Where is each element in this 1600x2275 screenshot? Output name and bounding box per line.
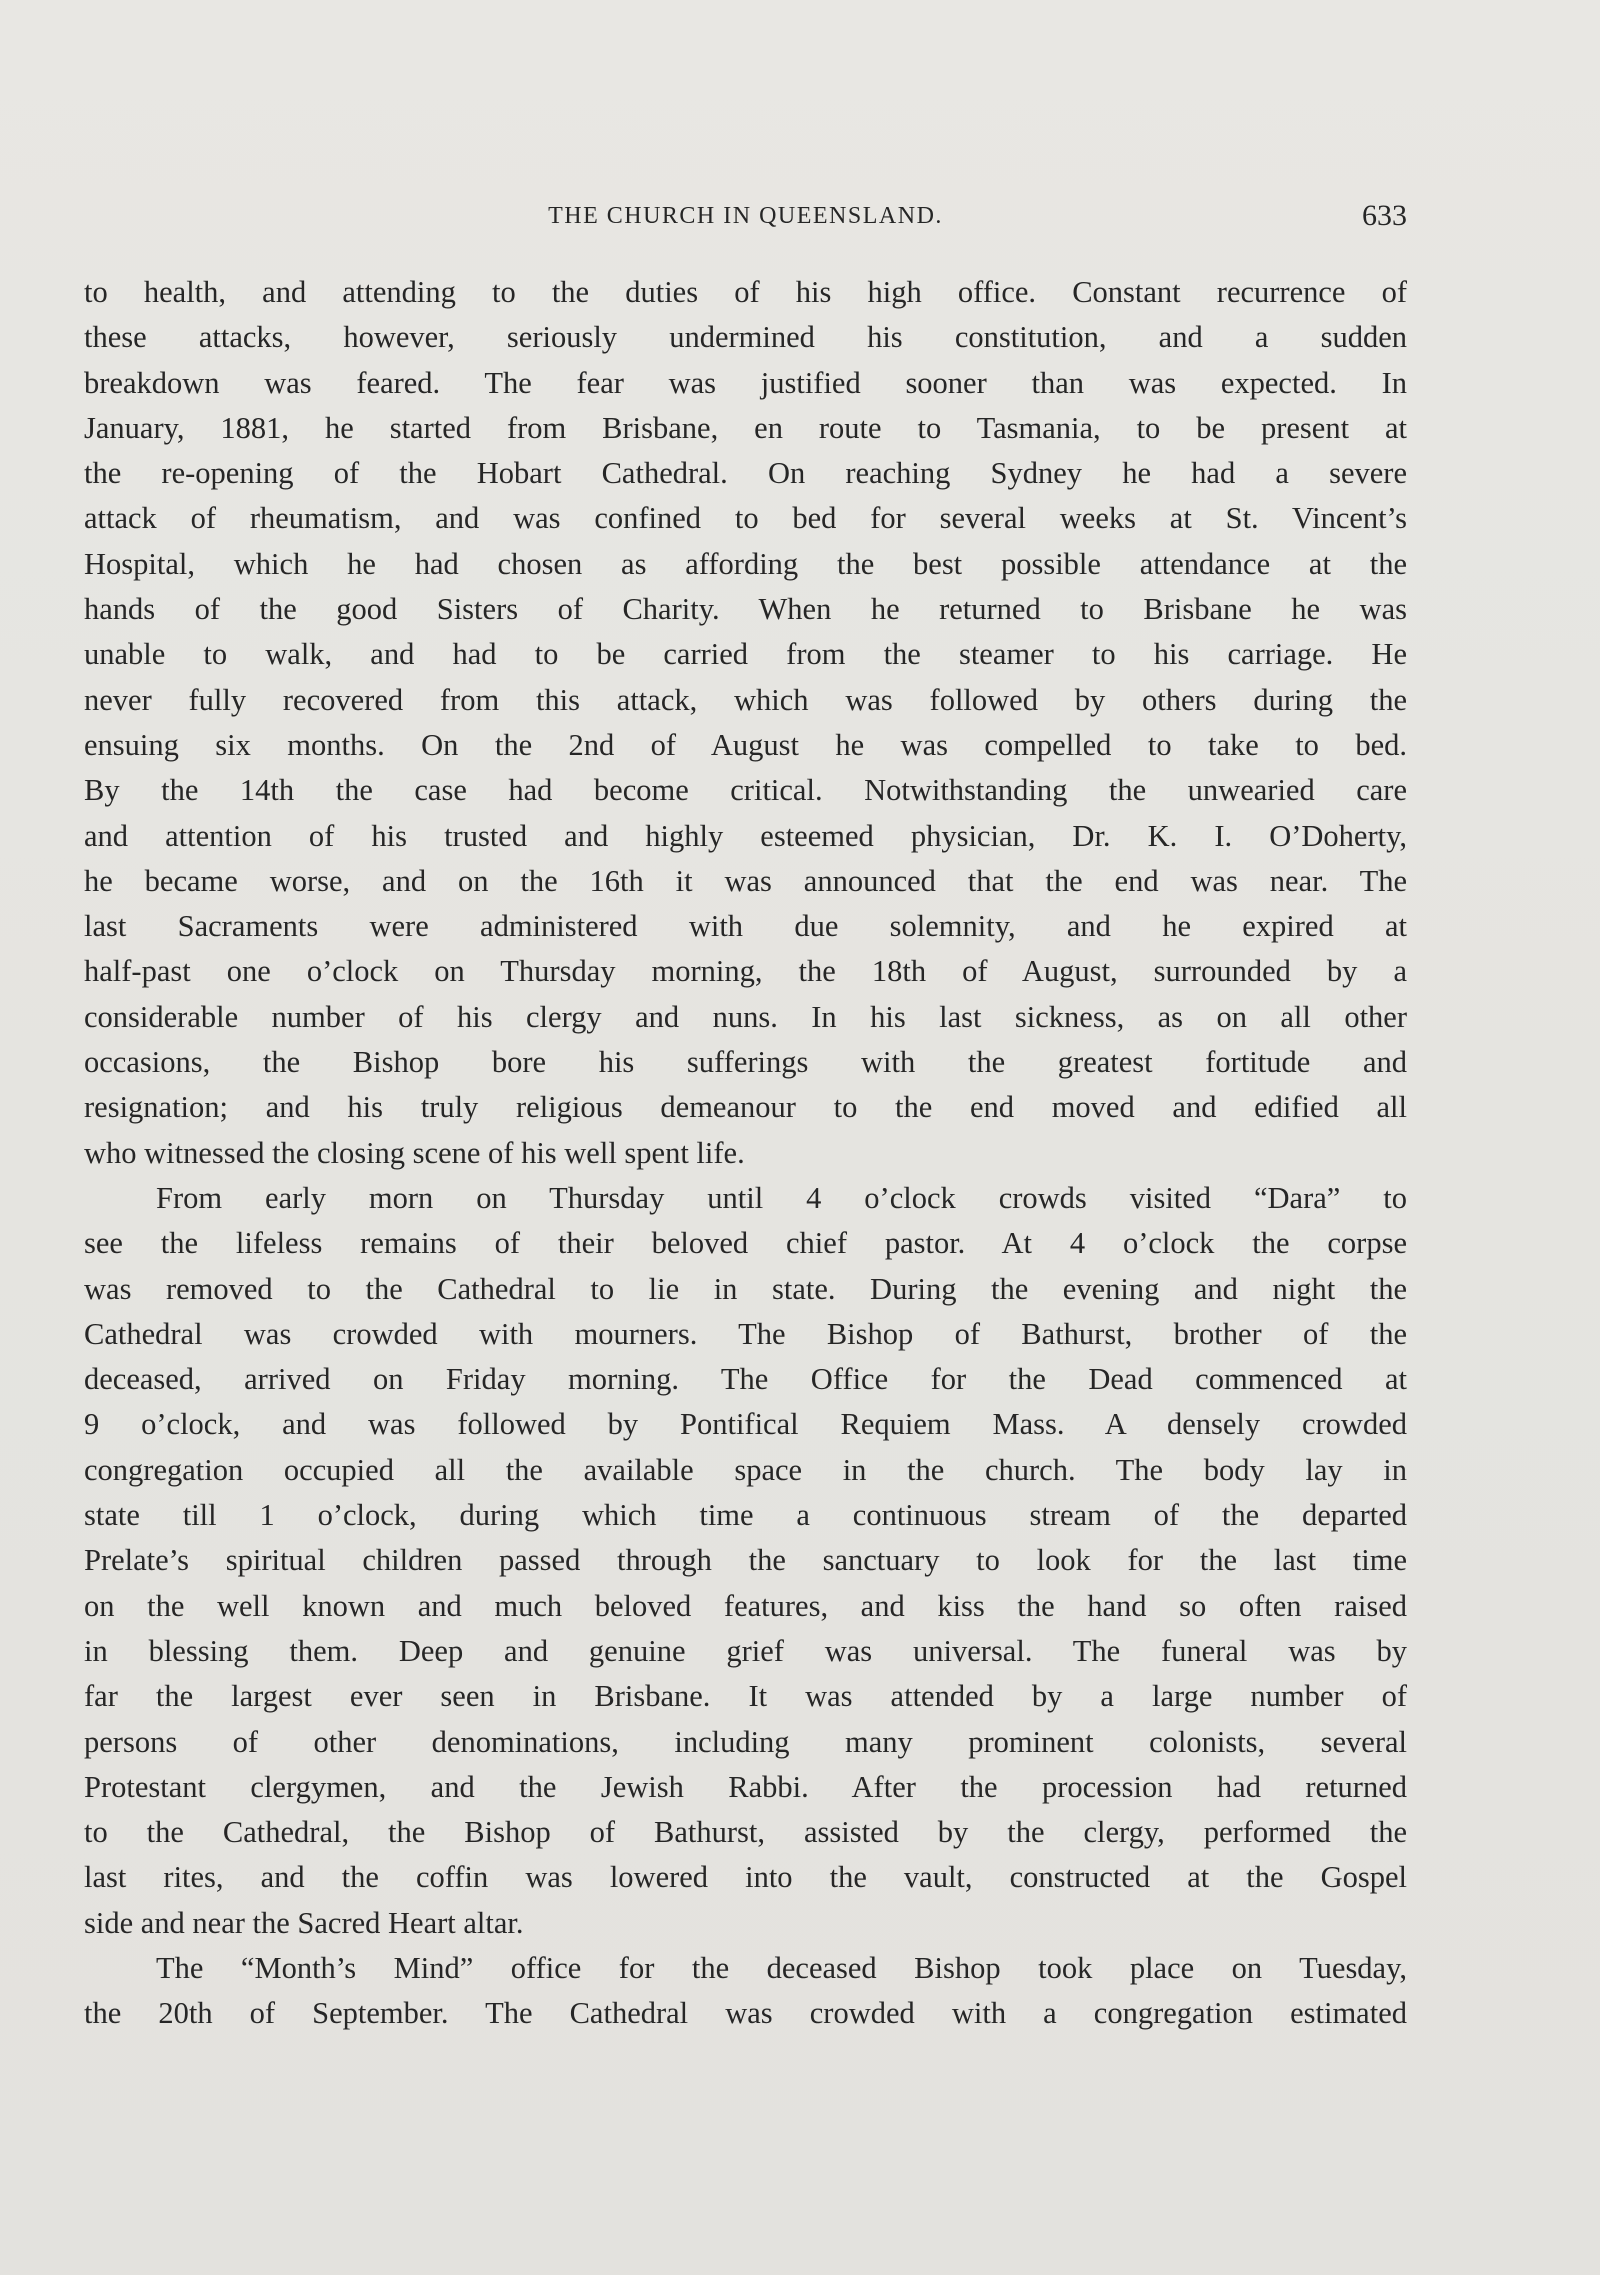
paragraph-end-line: side and near the Sacred Heart altar.	[84, 1905, 524, 1940]
paragraph-start-line: From early morn on Thursday until 4 o’clock crowds visited “Dara” to	[156, 1180, 1407, 1215]
text-line: these attacks, however, seriously undermined his constitution, and a sudden	[84, 320, 1407, 355]
text-line: considerable number of his clergy and nuns. In his last sickness, as on all other	[84, 999, 1407, 1034]
text-line: unable to walk, and had to be carried from the steamer to his carriage. He	[84, 637, 1407, 672]
running-head	[84, 196, 1407, 236]
text-line: ensuing six months. On the 2nd of August he was compelled to take to bed.	[84, 727, 1407, 762]
text-line: Hospital, which he had chosen as affording the best possible attendance at the	[84, 546, 1407, 581]
text-line: congregation occupied all the available space in the church. The body lay in	[84, 1452, 1407, 1487]
paragraph-start-line: The “Month’s Mind” office for the deceased Bishop took place on Tuesday,	[156, 1950, 1407, 1985]
text-line: see the lifeless remains of their beloved chief pastor. At 4 o’clock the corpse	[84, 1226, 1407, 1261]
text-line: Cathedral was crowded with mourners. The Bishop of Bathurst, brother of the	[84, 1316, 1407, 1351]
text-line: he became worse, and on the 16th it was announced that the end was near. The	[84, 863, 1407, 898]
running-title: THE CHURCH IN QUEENSLAND.	[548, 203, 943, 229]
text-line: to health, and attending to the duties of his high office. Constant recurrence of	[84, 275, 1407, 309]
body-text	[84, 270, 1407, 2037]
text-line: 9 o’clock, and was followed by Pontifical Requiem Mass. A densely crowded	[84, 1407, 1407, 1442]
text-line: never fully recovered from this attack, which was followed by others during the	[84, 682, 1407, 717]
text-line: last Sacraments were administered with due solemnity, and he expired at	[84, 909, 1407, 944]
text-line: Prelate’s spiritual children passed through the sanctuary to look for the last time	[84, 1543, 1407, 1578]
text-line: state till 1 o’clock, during which time a continuous stream of the departed	[84, 1498, 1407, 1533]
text-line: to the Cathedral, the Bishop of Bathurst, assisted by the clergy, performed the	[84, 1815, 1407, 1850]
text-line: the re-opening of the Hobart Cathedral. On reaching Sydney he had a severe	[84, 456, 1407, 491]
text-line: and attention of his trusted and highly esteemed physician, Dr. K. I. O’Doherty,	[84, 818, 1407, 853]
text-line: January, 1881, he started from Brisbane, en route to Tasmania, to be present at	[84, 410, 1407, 445]
page-number: 633	[1362, 199, 1407, 232]
text-line: the 20th of September. The Cathedral was crowded with a congregation estimated	[84, 1996, 1407, 2031]
text-line: Protestant clergymen, and the Jewish Rabbi. After the procession had returned	[84, 1769, 1407, 1804]
text-line: persons of other denominations, including many prominent colonists, several	[84, 1724, 1407, 1759]
text-line: was removed to the Cathedral to lie in state. During the evening and night the	[84, 1271, 1407, 1306]
text-line: occasions, the Bishop bore his sufferings with the greatest fortitude and	[84, 1045, 1407, 1080]
paragraph-end-line: who witnessed the closing scene of his well spent life.	[84, 1135, 745, 1170]
text-line: far the largest ever seen in Brisbane. It was attended by a large number of	[84, 1679, 1407, 1714]
text-line: on the well known and much beloved features, and kiss the hand so often raised	[84, 1588, 1407, 1623]
text-line: By the 14th the case had become critical. Notwithstanding the unwearied care	[84, 773, 1407, 808]
text-line: hands of the good Sisters of Charity. When he returned to Brisbane he was	[84, 592, 1407, 627]
text-line: resignation; and his truly religious demeanour to the end moved and edified all	[84, 1090, 1407, 1125]
text-line: in blessing them. Deep and genuine grief was universal. The funeral was by	[84, 1633, 1407, 1668]
text-line: attack of rheumatism, and was confined to bed for several weeks at St. Vincent’s	[84, 501, 1407, 536]
text-line: breakdown was feared. The fear was justified sooner than was expected. In	[84, 365, 1407, 400]
text-line: half-past one o’clock on Thursday morning, the 18th of August, surrounded by a	[84, 954, 1407, 989]
text-line: last rites, and the coffin was lowered into the vault, constructed at the Gospel	[84, 1860, 1407, 1895]
text-line: deceased, arrived on Friday morning. The Office for the Dead commenced at	[84, 1362, 1407, 1397]
